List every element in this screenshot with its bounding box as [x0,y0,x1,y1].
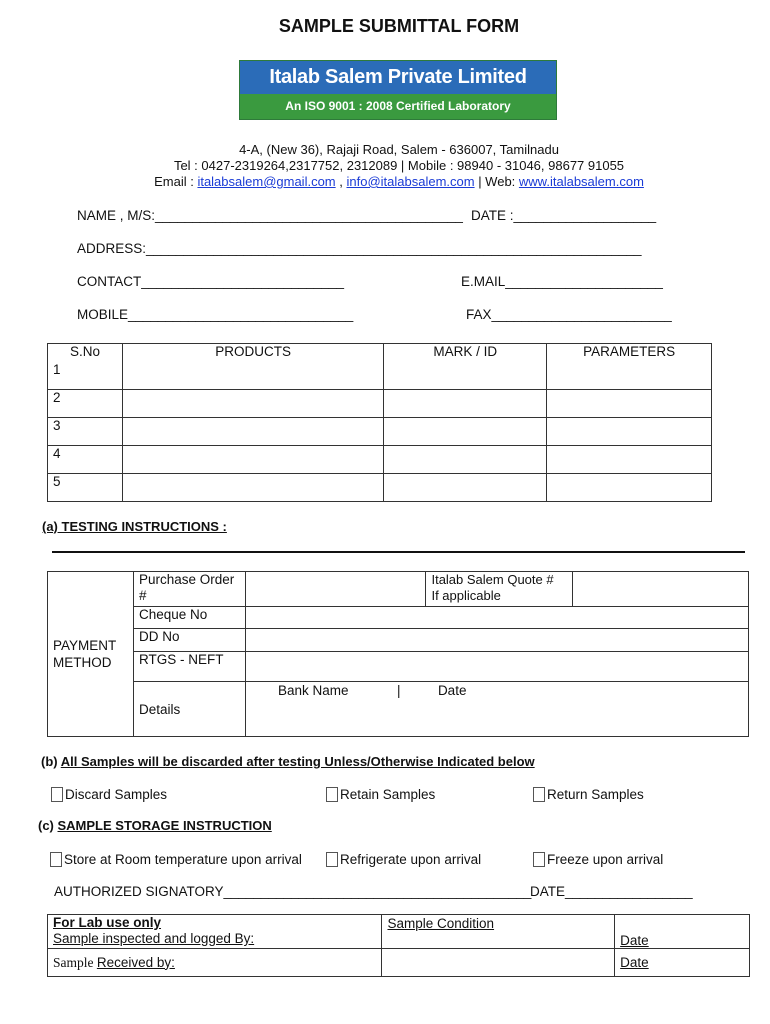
room-temp-option[interactable] [50,852,302,867]
row-number: 3 [48,418,123,446]
mark-cell[interactable] [384,418,547,446]
mobile-field[interactable]: MOBILE______________________________ [77,307,354,322]
product-cell[interactable] [122,446,384,474]
row-number: 4 [48,446,123,474]
cheque-label: Cheque No [133,607,245,629]
bank-name-label: Bank Name [277,683,349,698]
discard-heading [41,754,535,769]
row-number: 5 [48,474,123,502]
email-separator: , [335,174,347,189]
row-number: 1 [48,362,123,390]
company-logo [239,60,557,120]
payment-table [47,571,749,737]
rtgs-label: RTGS - NEFT [133,652,245,682]
freeze-label: Freeze upon arrival [547,852,664,867]
website-link[interactable]: www.italabsalem.com [518,174,644,189]
date-field[interactable]: DATE :___________________ [471,208,657,223]
checkbox-icon[interactable] [326,852,338,867]
header-parameters: PARAMETERS [547,344,712,390]
dd-label: DD No [133,629,245,652]
received-prefix: Sample [53,954,97,970]
email-prefix: Email : [154,174,198,189]
header-products: PRODUCTS [122,344,384,390]
parameters-cell[interactable] [547,446,712,474]
rtgs-input[interactable] [245,652,748,682]
received-cell [48,949,382,977]
parameters-cell[interactable] [547,474,712,502]
room-temp-label: Store at Room temperature upon arrival [64,852,302,867]
name-field[interactable]: NAME , M/S:_________________________________________ [77,208,463,223]
cheque-input[interactable] [245,607,748,629]
address-field[interactable]: ADDRESS:__________________________________________________________________ [77,241,642,256]
products-table [47,343,712,502]
received-label: Received by: [96,954,175,970]
product-cell[interactable] [122,474,384,502]
phone-line: Tel : 0427-2319264,2317752, 2312089 | Mobile : 98940 - 31046, 98677 91055 [173,158,625,173]
freeze-option[interactable] [533,852,663,867]
checkbox-icon[interactable] [326,787,338,802]
header-sno: S.No [48,344,123,362]
parameters-cell[interactable] [547,390,712,418]
bank-separator: | [396,683,401,698]
storage-heading-text: SAMPLE STORAGE INSTRUCTION [57,818,272,833]
email-field[interactable]: E.MAIL_____________________ [461,274,663,289]
checkbox-icon[interactable] [51,787,63,802]
sample-condition-label: Sample Condition [382,915,615,949]
bank-date-label: Date [437,683,467,698]
address-line: 4-A, (New 36), Rajaji Road, Salem - 636007, Tamilnadu [239,142,559,157]
return-samples-label: Return Samples [547,787,644,802]
return-option[interactable] [533,787,644,802]
retain-option[interactable] [326,787,435,802]
checkbox-icon[interactable] [533,787,545,802]
inspected-label: Sample inspected and logged By: [53,931,255,946]
contact-line [0,174,770,189]
product-cell[interactable] [122,390,384,418]
mark-cell[interactable] [384,474,547,502]
email-link-gmail[interactable]: italabsalem@gmail.com [197,174,336,189]
lab-use-table [47,914,750,977]
purchase-order-input[interactable] [245,572,426,607]
payment-method-label: PAYMENT METHOD [48,572,134,737]
storage-heading [38,818,272,833]
received-date-label: Date [620,955,649,970]
logo-tagline: An ISO 9001 : 2008 Certified Laboratory [240,94,556,119]
discard-samples-label: Discard Samples [65,787,168,802]
checkbox-icon[interactable] [533,852,545,867]
header-mark-id: MARK / ID [384,344,547,390]
mark-cell[interactable] [384,390,547,418]
testing-instructions-line[interactable] [52,551,745,553]
discard-heading-text: All Samples will be discarded after testing Unless/Otherwise Indicated below [60,754,535,769]
testing-instructions-heading: (a) TESTING INSTRUCTIONS : [42,519,227,534]
details-input[interactable] [245,682,748,737]
logo-company-name: Italab Salem Private Limited [240,61,556,94]
email-link-info[interactable]: info@italabsalem.com [346,174,475,189]
discard-prefix: (b) [41,754,61,769]
retain-samples-label: Retain Samples [340,787,436,802]
quote-label: Italab Salem Quote # If applicable [426,572,573,607]
product-cell[interactable] [122,418,384,446]
refrigerate-label: Refrigerate upon arrival [340,852,482,867]
storage-prefix: (c) [38,818,58,833]
signatory-date-field[interactable]: DATE_________________ [530,884,693,899]
form-title: SAMPLE SUBMITTAL FORM [278,16,520,36]
condition-input[interactable] [382,949,615,977]
purchase-order-label: Purchase Order # [133,572,245,607]
row-number: 2 [48,390,123,418]
authorized-signatory-field[interactable]: AUTHORIZED SIGNATORY_________________________________________ [54,884,532,899]
refrigerate-option[interactable] [326,852,481,867]
checkbox-icon[interactable] [50,852,62,867]
parameters-cell[interactable] [547,418,712,446]
details-label: Details [133,682,245,737]
fax-field[interactable]: FAX________________________ [466,307,672,322]
discard-option[interactable] [51,787,167,802]
lab-use-cell [48,915,382,949]
dd-input[interactable] [245,629,748,652]
mark-cell[interactable] [384,446,547,474]
quote-input[interactable] [573,572,749,607]
web-prefix: | Web: [474,174,519,189]
inspected-date-label: Date [620,933,649,948]
contact-field[interactable]: CONTACT___________________________ [77,274,344,289]
lab-use-heading: For Lab use only [53,915,162,930]
